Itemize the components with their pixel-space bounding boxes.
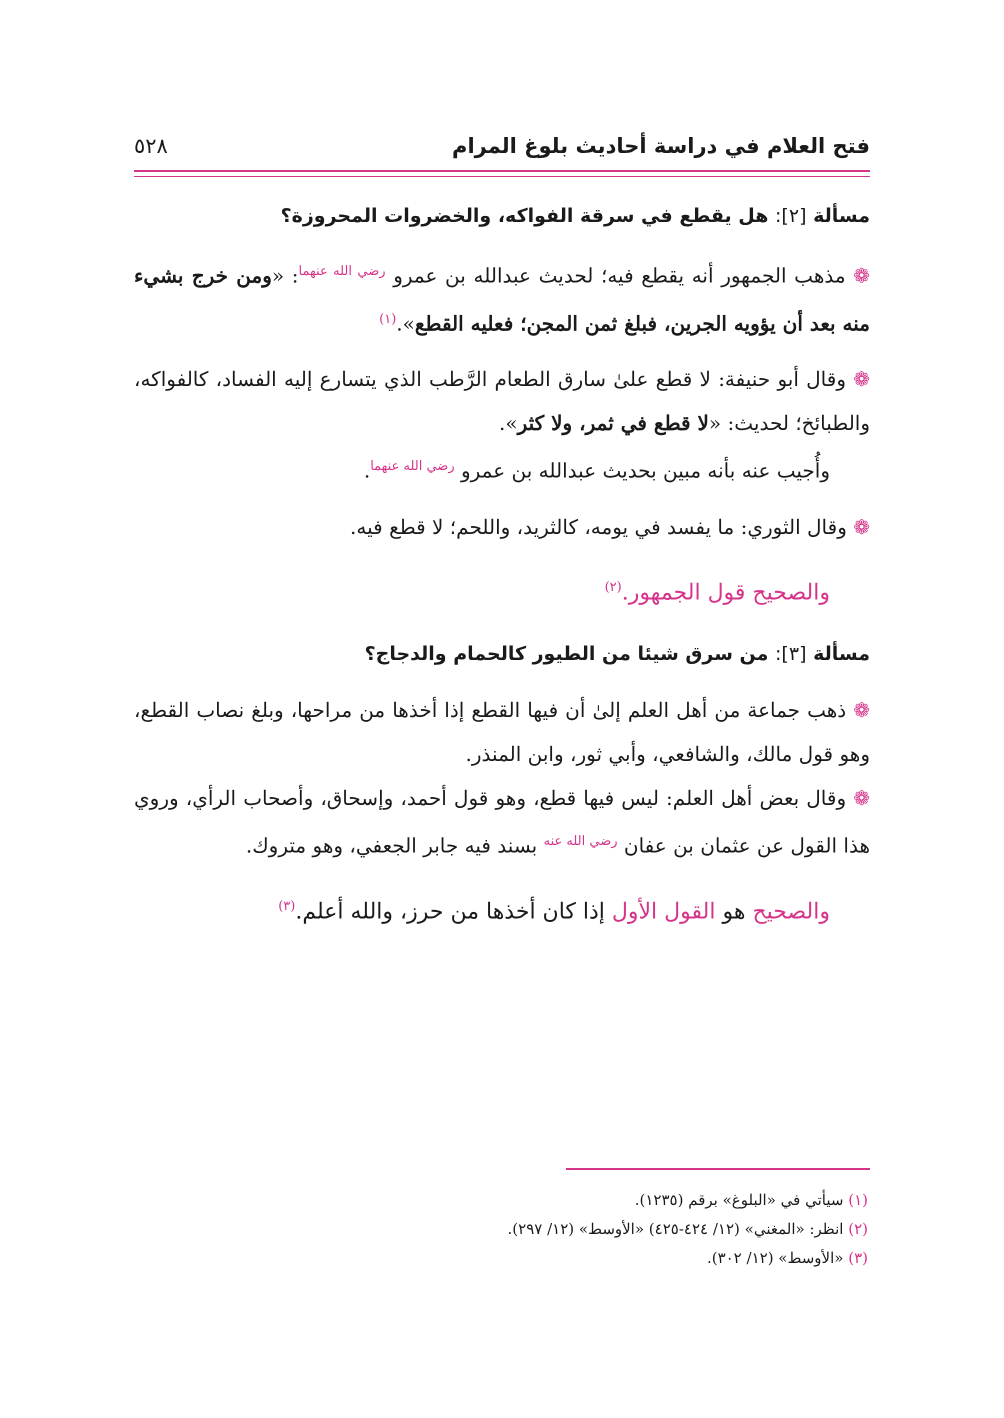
conclusion-text: هو bbox=[722, 899, 746, 925]
paragraph-abu-hanifa bbox=[134, 357, 870, 445]
masala-question: من سرق شيئا من الطيور كالحمام والدجاج؟ bbox=[364, 643, 769, 666]
masala-number: [٣]: bbox=[775, 643, 807, 666]
punctuation: . bbox=[363, 458, 371, 483]
paragraph-text: وقال أبو حنيفة: لا قطع علىٰ سارق الطعام الرَّطب الذي يتسارع إليه الفساد، كالفواكه، والطبائخ؛ لحديث: « bbox=[134, 367, 870, 436]
masala-number: [٢]: bbox=[775, 205, 807, 227]
paragraph-thawri bbox=[134, 505, 870, 549]
footnote-1 bbox=[134, 1186, 870, 1215]
footnote-number: (٢) bbox=[848, 1220, 868, 1238]
sahih-conclusion-2 bbox=[134, 884, 830, 935]
flower-ornament-icon: ❁ bbox=[853, 514, 870, 539]
conclusion-text: إذا كان أخذها من حرز، والله أعلم. bbox=[295, 899, 605, 925]
paragraph-jumhur bbox=[134, 250, 870, 345]
paragraph-no-qat-opinion bbox=[134, 776, 870, 868]
conclusion-keyword: القول الأول bbox=[611, 899, 716, 925]
radiya-allahu-anhu-icon: رضي الله عنه bbox=[543, 834, 618, 850]
footnote-text: سيأتي في «البلوغ» برقم (١٢٣٥). bbox=[634, 1191, 844, 1209]
masala-3-heading bbox=[134, 638, 870, 670]
header-rule-thin bbox=[134, 176, 870, 177]
masala-question: هل يقطع في سرقة الفواكه، والخضروات المحروزة؟ bbox=[280, 205, 769, 227]
footnote-text: «الأوسط» (١٢/ ٣٠٢). bbox=[706, 1249, 844, 1267]
footnotes bbox=[134, 1186, 870, 1273]
page-number: ٥٢٨ bbox=[134, 134, 168, 158]
radiya-allahu-anhu-icon: رضي الله عنهما bbox=[298, 264, 386, 279]
footnote-number: (٣) bbox=[848, 1249, 868, 1267]
footnote-ref-3[interactable]: (٣) bbox=[278, 898, 296, 914]
punctuation: ». bbox=[498, 411, 518, 436]
paragraph-text: بسند فيه جابر الجعفي، وهو متروك. bbox=[245, 833, 538, 858]
header-rule-thick bbox=[134, 170, 870, 172]
running-header bbox=[134, 126, 870, 166]
paragraph-text: ذهب جماعة من أهل العلم إلىٰ أن فيها القطع إذا أخذها من مراحها، وبلغ نصاب القطع، وهو قول مالك، والشافعي، وأبي ثور، وابن المنذر. bbox=[134, 698, 870, 767]
conclusion-text: والصحيح قول الجمهور. bbox=[621, 580, 830, 606]
flower-ornament-icon: ❁ bbox=[853, 786, 870, 811]
flower-ornament-icon: ❁ bbox=[853, 698, 870, 723]
hadith-quote: ومن خرج بشيء منه بعد أن يؤويه الجرين، فبلغ ثمن المجن؛ فعليه القطع bbox=[134, 263, 870, 336]
paragraph-text: وقال بعض أهل العلم: ليس فيها قطع، وهو قول أحمد، وإسحاق، وأصحاب الرأي، وروي هذا القول عن عثمان بن عفان bbox=[134, 786, 870, 858]
footnote-number: (١) bbox=[848, 1191, 868, 1209]
paragraph-reply bbox=[134, 445, 870, 493]
book-title: فتح العلام في دراسة أحاديث بلوغ المرام bbox=[452, 134, 870, 158]
masala-label: مسألة bbox=[813, 643, 870, 666]
footnote-text: انظر: «المغني» (١٢/ ٤٢٤-٤٢٥) «الأوسط» (١٢/ ٢٩٧). bbox=[507, 1220, 844, 1238]
paragraph-qat-opinion bbox=[134, 688, 870, 776]
punctuation: ». bbox=[396, 311, 415, 336]
hadith-quote: لا قطع في ثمر، ولا كثر bbox=[517, 411, 709, 436]
flower-ornament-icon: ❁ bbox=[853, 367, 871, 392]
footnote-ref-1[interactable]: (١) bbox=[379, 311, 397, 327]
footnote-separator bbox=[566, 1168, 870, 1170]
radiya-allahu-anhu-icon: رضي الله عنهما bbox=[370, 459, 455, 475]
paragraph-text: مذهب الجمهور أنه يقطع فيه؛ لحديث عبدالله بن عمرو bbox=[393, 263, 846, 288]
paragraph-text: وقال الثوري: ما يفسد في يومه، كالثريد، واللحم؛ لا قطع فيه. bbox=[350, 514, 847, 539]
punctuation: : « bbox=[271, 263, 299, 288]
masala-label: مسألة bbox=[813, 205, 870, 227]
footnote-ref-2[interactable]: (٢) bbox=[604, 579, 622, 595]
page-body bbox=[134, 190, 870, 957]
footnote-3 bbox=[134, 1244, 870, 1273]
flower-ornament-icon: ❁ bbox=[853, 263, 870, 288]
paragraph-text: وأُجيب عنه بأنه مبين بحديث عبدالله بن عمرو bbox=[460, 458, 830, 483]
masala-2-heading bbox=[134, 200, 870, 232]
conclusion-keyword: والصحيح bbox=[752, 899, 830, 925]
sahih-conclusion-1 bbox=[134, 565, 830, 616]
footnote-2 bbox=[134, 1215, 870, 1244]
